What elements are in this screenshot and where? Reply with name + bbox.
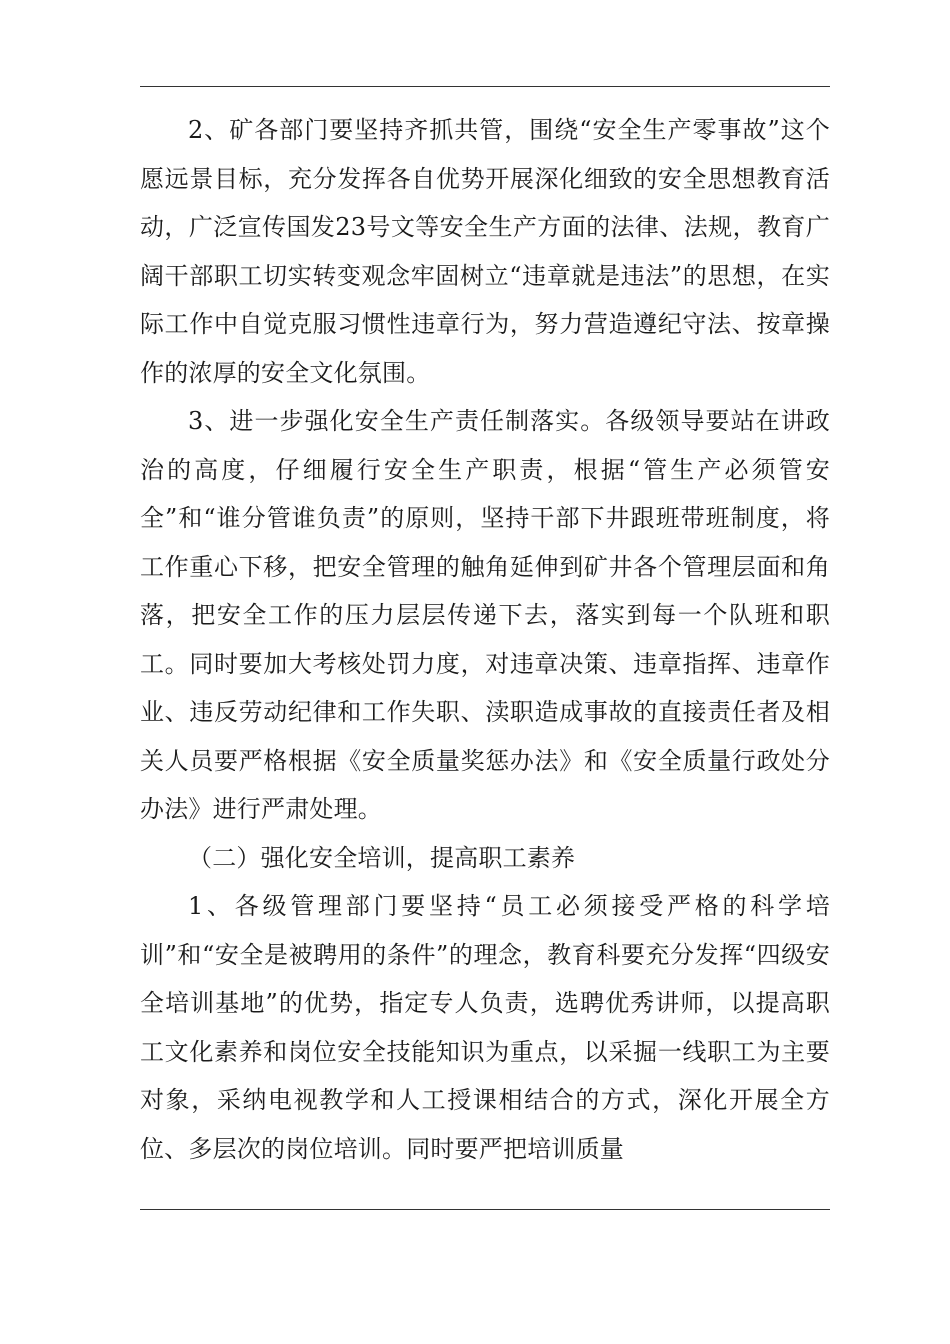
paragraph-training-item-1: 1、各级管理部门要坚持“员工必须接受严格的科学培训”和“安全是被聘用的条件”的理念，教育科要充分发挥“四级安全培训基地”的优势，指定专人负责，选聘优秀讲师，以提高职工文化素养和岗位安全技能知识为重点，以采掘一线职工为主要对象，采纳电视教学和人工授课相结合的方式，深化开展全方位、多层次的岗位培训。同时要严把培训质量 (140, 892, 830, 1163)
section-heading-training: （二）强化安全培训，提高职工素养 (188, 843, 576, 872)
paragraph-item-3: 3、进一步强化安全生产责任制落实。各级领导要站在讲政治的高度，仔细履行安全生产职责，根据“管生产必须管安全”和“谁分管谁负责”的原则，坚持干部下井跟班带班制度，将工作重心下移，把安全管理的触角延伸到矿井各个管理层面和角落，把安全工作的压力层层传递下去，落实到每一个队班和职工。同时要加大考核处罚力度，对违章决策、违章指挥、违章作业、违反劳动纪律和工作失职、渎职造成事故的直接责任者及相关人员要严格根据《安全质量奖惩办法》和《安全质量行政处分办法》进行严肃处理。 (140, 407, 830, 823)
footer-rule (140, 1209, 830, 1210)
header-rule (140, 86, 830, 87)
paragraph-item-2: 2、矿各部门要坚持齐抓共管，围绕“安全生产零事故”这个愿远景目标，充分发挥各自优势开展深化细致的安全思想教育活动，广泛宣传国发23号文等安全生产方面的法律、法规，教育广阔干部职工切实转变观念牢固树立“违章就是违法”的思想，在实际工作中自觉克服习惯性违章行为，努力营造遵纪守法、按章操作的浓厚的安全文化氛围。 (140, 116, 830, 387)
document-body (140, 106, 830, 1173)
